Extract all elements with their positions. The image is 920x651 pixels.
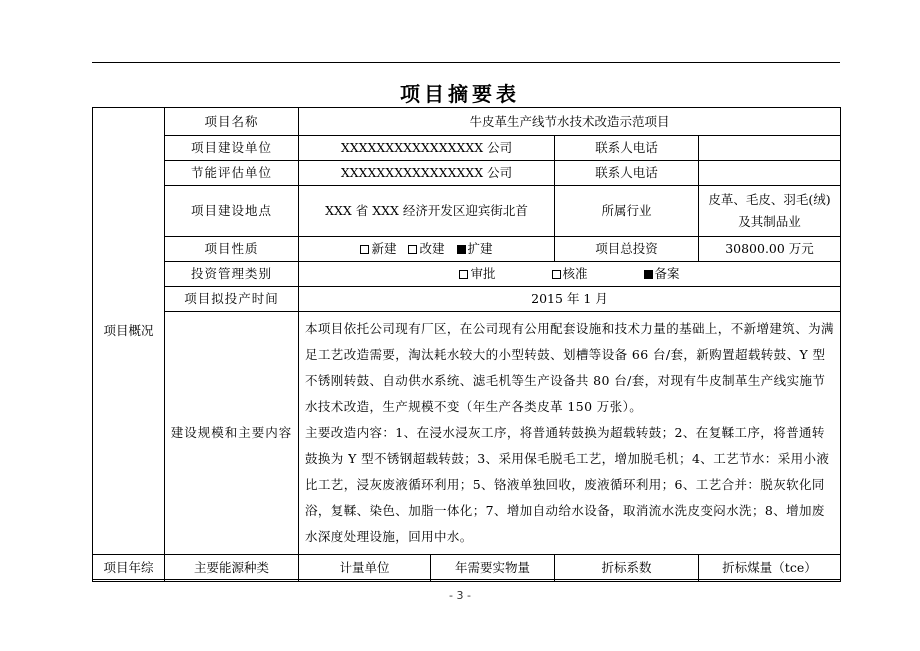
checkbox-checked-icon [457, 245, 466, 254]
energy-col-header: 主要能源种类 [165, 555, 299, 582]
builder-value: XXXXXXXXXXXXXXXX 公司 [299, 136, 555, 161]
evaluator-label: 节能评估单位 [165, 161, 299, 186]
checkbox-checked-icon [644, 270, 653, 279]
nature-label: 项目性质 [165, 237, 299, 262]
page-number: - 3 - [449, 589, 471, 602]
scale-paragraph-2: 主要改造内容：1、在浸水浸灰工序，将普通转鼓换为超载转鼓；2、在复鞣工序，将普通转鼓换为 Y 型不锈钢超载转鼓；3、采用保毛脱毛工艺，增加脱毛机；4、工艺节水：采用小液比工艺，浸灰废液循环利用；5、铬液单独回收，废液循环利用；6、工艺合并：脱灰软化同浴，复鞣、染色、加脂一体化；7、增加自动给水设备，取消流水洗皮变闷水洗；8、增加废水深度处理设施，回用中水。 [305, 425, 830, 544]
energy-col-header: 折标煤量（tce） [699, 555, 841, 582]
table-row [93, 136, 841, 161]
option-label: 扩建 [467, 241, 493, 256]
option-label: 审批 [470, 266, 496, 281]
project-name-value: 牛皮革生产线节水技术改造示范项目 [299, 108, 841, 136]
table-row [93, 161, 841, 186]
option-label: 核准 [562, 266, 588, 281]
management-option-approval[interactable] [459, 266, 495, 281]
option-label: 备案 [654, 266, 680, 281]
table-row [93, 108, 841, 136]
production-time-label: 项目拟投产时间 [165, 287, 299, 312]
production-time-value: 2015 年 1 月 [299, 287, 841, 312]
industry-value [699, 186, 841, 237]
builder-contact-label: 联系人电话 [555, 136, 699, 161]
builder-contact-value [699, 136, 841, 161]
section-overview-label: 项目概况 [93, 108, 165, 555]
option-label: 改建 [419, 241, 445, 256]
checkbox-icon [459, 270, 468, 279]
energy-section-label: 项目年综 [93, 555, 165, 582]
management-option-record[interactable] [644, 266, 680, 281]
scale-content [299, 312, 841, 555]
option-label: 新建 [371, 241, 397, 256]
builder-label: 项目建设单位 [165, 136, 299, 161]
investment-value: 30800.00 万元 [699, 237, 841, 262]
industry-label: 所属行业 [555, 186, 699, 237]
top-rule [92, 62, 840, 63]
energy-col-header: 计量单位 [299, 555, 431, 582]
checkbox-icon [408, 245, 417, 254]
location-label: 项目建设地点 [165, 186, 299, 237]
scale-label: 建设规模和主要内容 [165, 312, 299, 555]
evaluator-value: XXXXXXXXXXXXXXXX 公司 [299, 161, 555, 186]
nature-option-new[interactable] [360, 241, 396, 256]
table-row [93, 555, 841, 582]
industry-line-1: 皮革、毛皮、羽毛(绒) [708, 192, 831, 207]
checkbox-icon [360, 245, 369, 254]
nature-option-rebuild[interactable] [408, 241, 444, 256]
management-option-verify[interactable] [552, 266, 588, 281]
evaluator-contact-value [699, 161, 841, 186]
investment-label: 项目总投资 [555, 237, 699, 262]
energy-col-header: 折标系数 [555, 555, 699, 582]
energy-col-header: 年需要实物量 [431, 555, 555, 582]
table-row [93, 287, 841, 312]
evaluator-contact-label: 联系人电话 [555, 161, 699, 186]
project-name-label: 项目名称 [165, 108, 299, 136]
table-row [93, 312, 841, 555]
management-label: 投资管理类别 [165, 262, 299, 287]
table-row [93, 262, 841, 287]
page-title: 项目摘要表 [400, 82, 520, 106]
industry-line-2: 及其制品业 [738, 214, 801, 229]
checkbox-icon [552, 270, 561, 279]
management-options [299, 262, 841, 287]
scale-paragraph-1: 本项目依托公司现有厂区，在公司现有公用配套设施和技术力量的基础上，不新增建筑、为满足工艺改造需要，淘汰耗水较大的小型转鼓、划槽等设备 66 台/套，新购置超载转鼓、Y 型不锈刚转鼓、自动供水系统、滤毛机等生产设备共 80 台/套，对现有牛皮制革生产线实施节水技术改造，生产规模不变（年生产各类皮革 150 万张）。 [305, 321, 834, 414]
location-value: XXX 省 XXX 经济开发区迎宾街北首 [299, 186, 555, 237]
bottom-rule [92, 579, 840, 580]
nature-options [299, 237, 555, 262]
table-row [93, 237, 841, 262]
nature-option-expand[interactable] [457, 241, 493, 256]
table-row [93, 186, 841, 237]
summary-table [92, 107, 841, 582]
